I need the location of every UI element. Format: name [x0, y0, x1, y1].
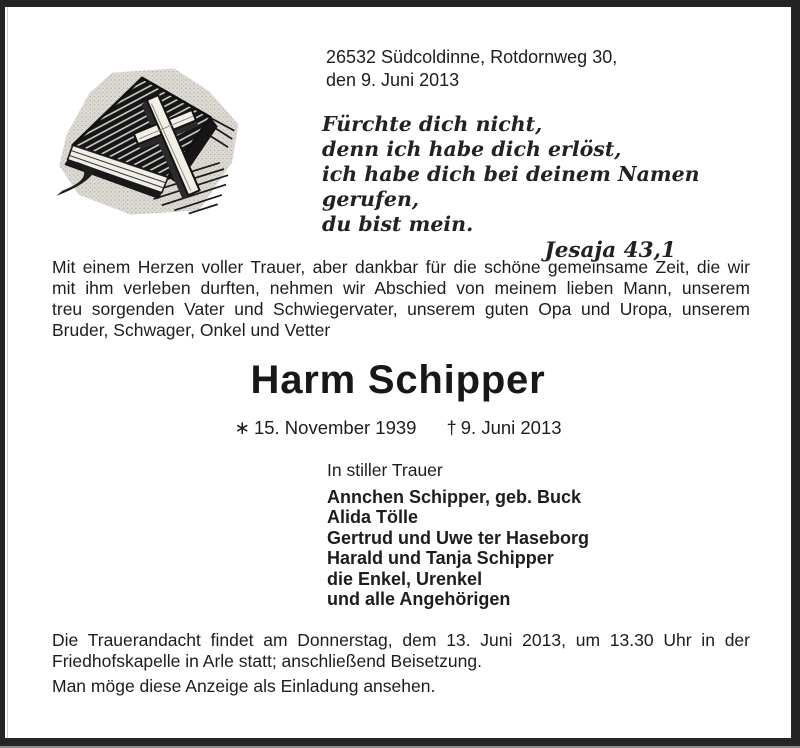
mourner-name: und alle Angehörigen	[327, 589, 511, 610]
scripture-verse	[322, 112, 704, 263]
mourner-name: Gertrud und Uwe ter Haseborg	[327, 527, 590, 548]
verse-attribution: Jesaja 43,1	[544, 238, 676, 263]
address-block	[326, 46, 617, 92]
mourning-heading: In stiller Trauer	[327, 460, 443, 480]
frame-border-top	[0, 0, 800, 7]
bible-with-cross-icon	[52, 62, 254, 218]
mourner-name: Annchen Schipper, geb. Buck	[327, 487, 582, 507]
birth-date	[234, 416, 416, 440]
frame-border-right	[791, 0, 800, 746]
death-date-text: 9. Juni 2013	[460, 417, 562, 438]
intro-line: Bruder, Schwager, Onkel und Vetter	[52, 320, 331, 340]
intro-paragraph	[52, 257, 750, 341]
mourner-name: Harald und Tanja Schipper	[327, 548, 554, 569]
verse-line: denn ich habe dich erlöst,	[322, 137, 622, 161]
service-line: Die Trauerandacht findet am Donnerstag, dem 13. Juni 2013, um 13.30 Uhr in der	[52, 630, 750, 650]
death-date	[446, 416, 561, 440]
intro-line: mit ihm verleben durften, nehmen wir Abschied von meinem lieben Mann, unserem	[52, 278, 750, 298]
birth-date-text: 15. November 1939	[253, 417, 417, 438]
verse-line: Fürchte dich nicht,	[322, 112, 543, 136]
bible-cross-illustration	[52, 62, 254, 218]
mourner-name: Alida Tölle	[327, 507, 419, 528]
intro-line: treu sorgenden Vater und Schwiegervater, unserem guten Opa und Uropa, unserem	[52, 299, 750, 319]
dagger-icon: †	[446, 417, 457, 438]
frame-border-bottom	[0, 738, 800, 746]
verse-line: du bist mein.	[322, 212, 474, 236]
birth-star-icon: ∗	[234, 417, 250, 438]
mourner-name: die Enkel, Urenkel	[327, 568, 483, 589]
life-dates	[5, 416, 791, 440]
intro-line: Mit einem Herzen voller Trauer, aber dankbar für die schöne gemeinsame Zeit, die wir	[52, 257, 750, 277]
verse-line: ich habe dich bei deinem Namen gerufen,	[322, 162, 700, 211]
deceased-name: Harm Schipper	[250, 358, 546, 402]
mourners-list	[327, 487, 589, 609]
date-line: den 9. Juni 2013	[326, 70, 460, 90]
service-line: Friedhofskapelle in Arle statt; anschließend Beisetzung.	[52, 651, 482, 671]
invitation-note: Man möge diese Anzeige als Einladung ansehen.	[52, 676, 436, 696]
service-info	[52, 630, 750, 672]
address-line: 26532 Südcoldinne, Rotdornweg 30,	[326, 47, 618, 67]
